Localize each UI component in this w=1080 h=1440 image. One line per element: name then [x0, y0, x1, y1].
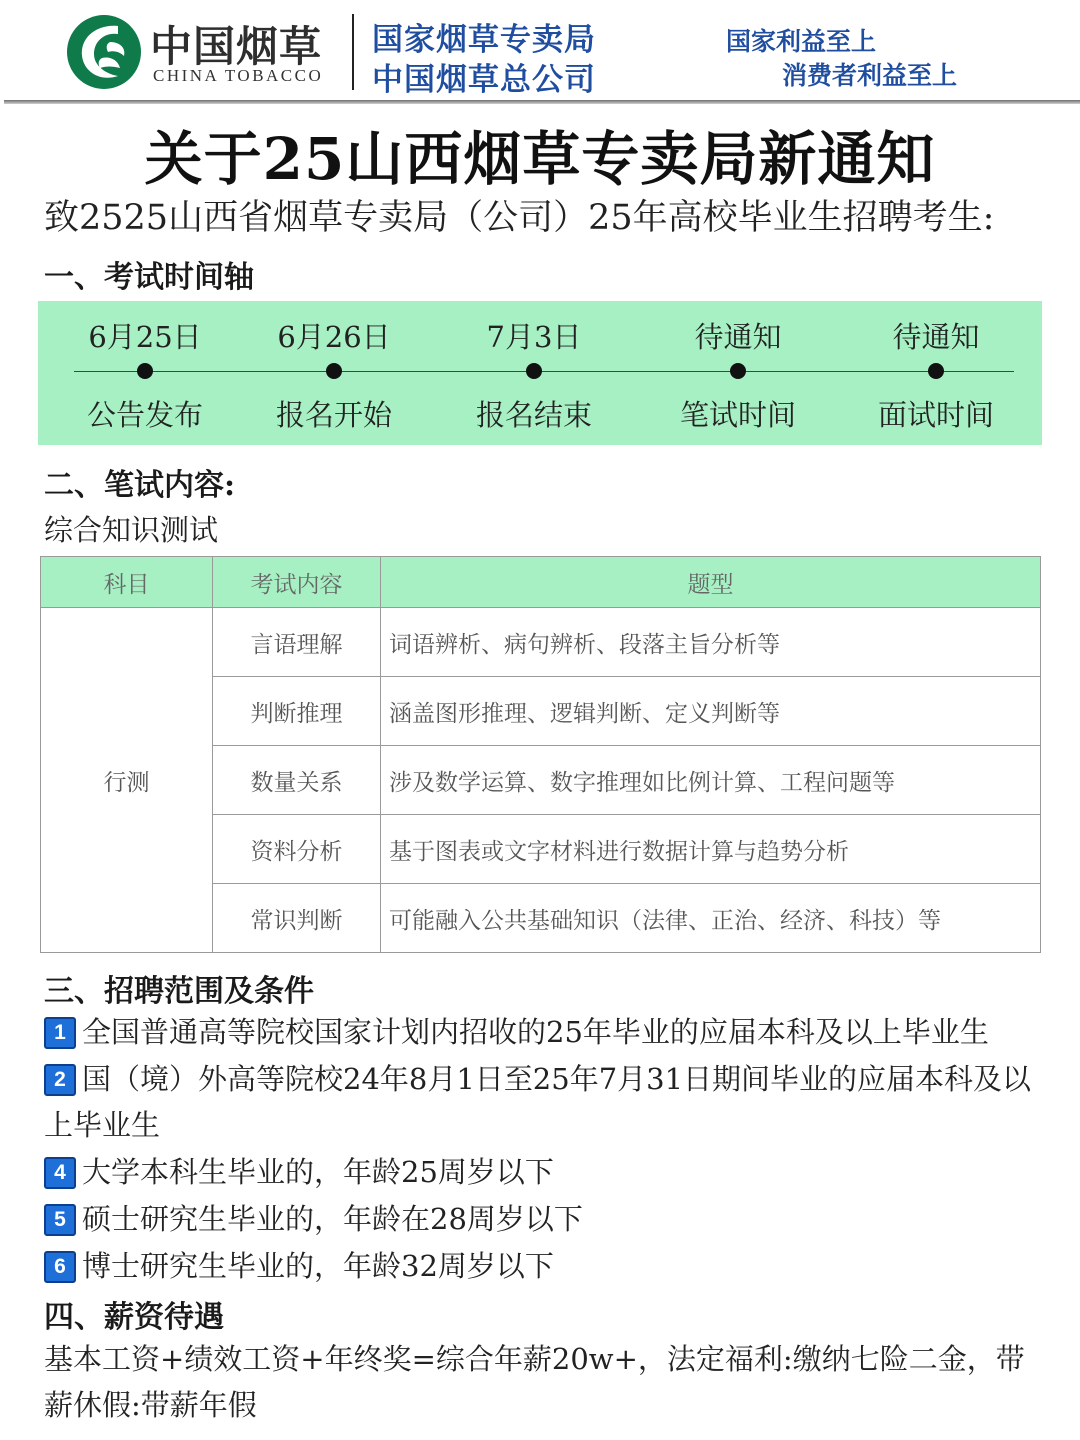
brand-name-en: CHINA TOBACCO: [153, 66, 324, 85]
table-cell-topic: 言语理解: [213, 608, 381, 677]
table-cell-type: 词语辨析、病句辨析、段落主旨分析等: [381, 608, 1041, 677]
brand-name-cn: 中国烟草: [150, 22, 323, 71]
china-tobacco-logo-icon: [66, 12, 142, 92]
requirement-text: 博士研究生毕业的，年龄32周岁以下: [82, 1249, 554, 1283]
org-name-line-2: 中国烟草总公司: [372, 62, 596, 98]
section-heading-exam-content: 二、笔试内容:: [44, 468, 236, 503]
section-heading-timeline: 一、考试时间轴: [44, 260, 254, 295]
section-heading-requirements: 三、招聘范围及条件: [44, 974, 314, 1009]
header-divider: [4, 100, 1080, 104]
table-cell-type: 涵盖图形推理、逻辑判断、定义判断等: [381, 677, 1041, 746]
requirement-text: 全国普通高等院校国家计划内招收的25年毕业的应届本科及以上毕业生: [82, 1015, 989, 1049]
timeline-label: 报名结束: [475, 398, 592, 432]
table-cell-topic: 数量关系: [213, 746, 381, 815]
timeline-label: 公告发布: [86, 398, 203, 432]
timeline-label: 笔试时间: [679, 398, 796, 432]
slogan-line-1: 国家利益至上: [726, 27, 877, 56]
table-cell-topic: 判断推理: [213, 677, 381, 746]
page-title: 关于25山西烟草专卖局新通知: [144, 125, 936, 193]
table-cell-topic: 资料分析: [213, 815, 381, 884]
greeting-line: 致2525山西省烟草专卖局（公司）25年高校毕业生招聘考生:: [44, 198, 995, 238]
timeline-date: 6月26日: [277, 320, 391, 354]
timeline-step: [45, 301, 245, 445]
timeline-dot: [137, 363, 153, 379]
timeline-step: [638, 301, 838, 445]
exam-subheading: 综合知识测试: [44, 513, 219, 547]
timeline-step: [234, 301, 434, 445]
number-badge-icon: 2: [44, 1064, 76, 1096]
timeline-dot: [730, 363, 746, 379]
table-cell-type: 可能融入公共基础知识（法律、正治、经济、科技）等: [381, 884, 1041, 953]
requirement-item: [44, 1243, 1044, 1289]
number-badge-icon: 6: [44, 1251, 76, 1283]
table-header-subject: 科目: [41, 557, 213, 608]
timeline-date: 6月25日: [88, 320, 202, 354]
timeline-date: 7月3日: [486, 320, 582, 354]
section-heading-salary: 四、薪资待遇: [44, 1300, 224, 1335]
timeline-date: 待通知: [694, 320, 782, 354]
table-header-topic: 考试内容: [213, 557, 381, 608]
timeline-step: [836, 301, 1036, 445]
timeline-step: [434, 301, 634, 445]
table-cell-topic: 常识判断: [213, 884, 381, 953]
requirement-item: [44, 1149, 1044, 1195]
requirement-item: [44, 1009, 1044, 1055]
table-cell-type: 涉及数学运算、数字推理如比例计算、工程问题等: [381, 746, 1041, 815]
timeline-label: 报名开始: [275, 398, 392, 432]
timeline-label: 面试时间: [877, 398, 994, 432]
requirement-text: 大学本科生毕业的，年龄25周岁以下: [82, 1155, 554, 1189]
salary-text: 基本工资+绩效工资+年终奖=综合年薪20w+，法定福利:缴纳七险二金，带薪休假:带薪年假: [44, 1342, 1025, 1422]
requirement-text: 国（境）外高等院校24年8月1日至25年7月31日期间毕业的应届本科及以上毕业生: [44, 1062, 1032, 1142]
requirement-item: [44, 1056, 1044, 1148]
requirement-text: 硕士研究生毕业的，年龄在28周岁以下: [82, 1202, 583, 1236]
table-header-row: [41, 557, 1041, 608]
header-banner: [0, 0, 1080, 104]
number-badge-icon: 5: [44, 1204, 76, 1236]
table-row: [41, 608, 1041, 677]
timeline-date: 待通知: [892, 320, 980, 354]
table-header-type: 题型: [381, 557, 1041, 608]
table-cell-subject: 行测: [41, 608, 213, 953]
exam-timeline: [38, 301, 1042, 445]
timeline-dot: [928, 363, 944, 379]
requirement-item: [44, 1196, 1044, 1242]
timeline-dot: [526, 363, 542, 379]
timeline-dot: [326, 363, 342, 379]
org-name-line-1: 国家烟草专卖局: [372, 22, 596, 58]
table-cell-type: 基于图表或文字材料进行数据计算与趋势分析: [381, 815, 1041, 884]
number-badge-icon: 1: [44, 1017, 76, 1049]
brand-divider: [352, 14, 354, 90]
slogan-line-2: 消费者利益至上: [782, 61, 958, 90]
exam-content-table: [40, 556, 1041, 953]
number-badge-icon: 4: [44, 1157, 76, 1189]
